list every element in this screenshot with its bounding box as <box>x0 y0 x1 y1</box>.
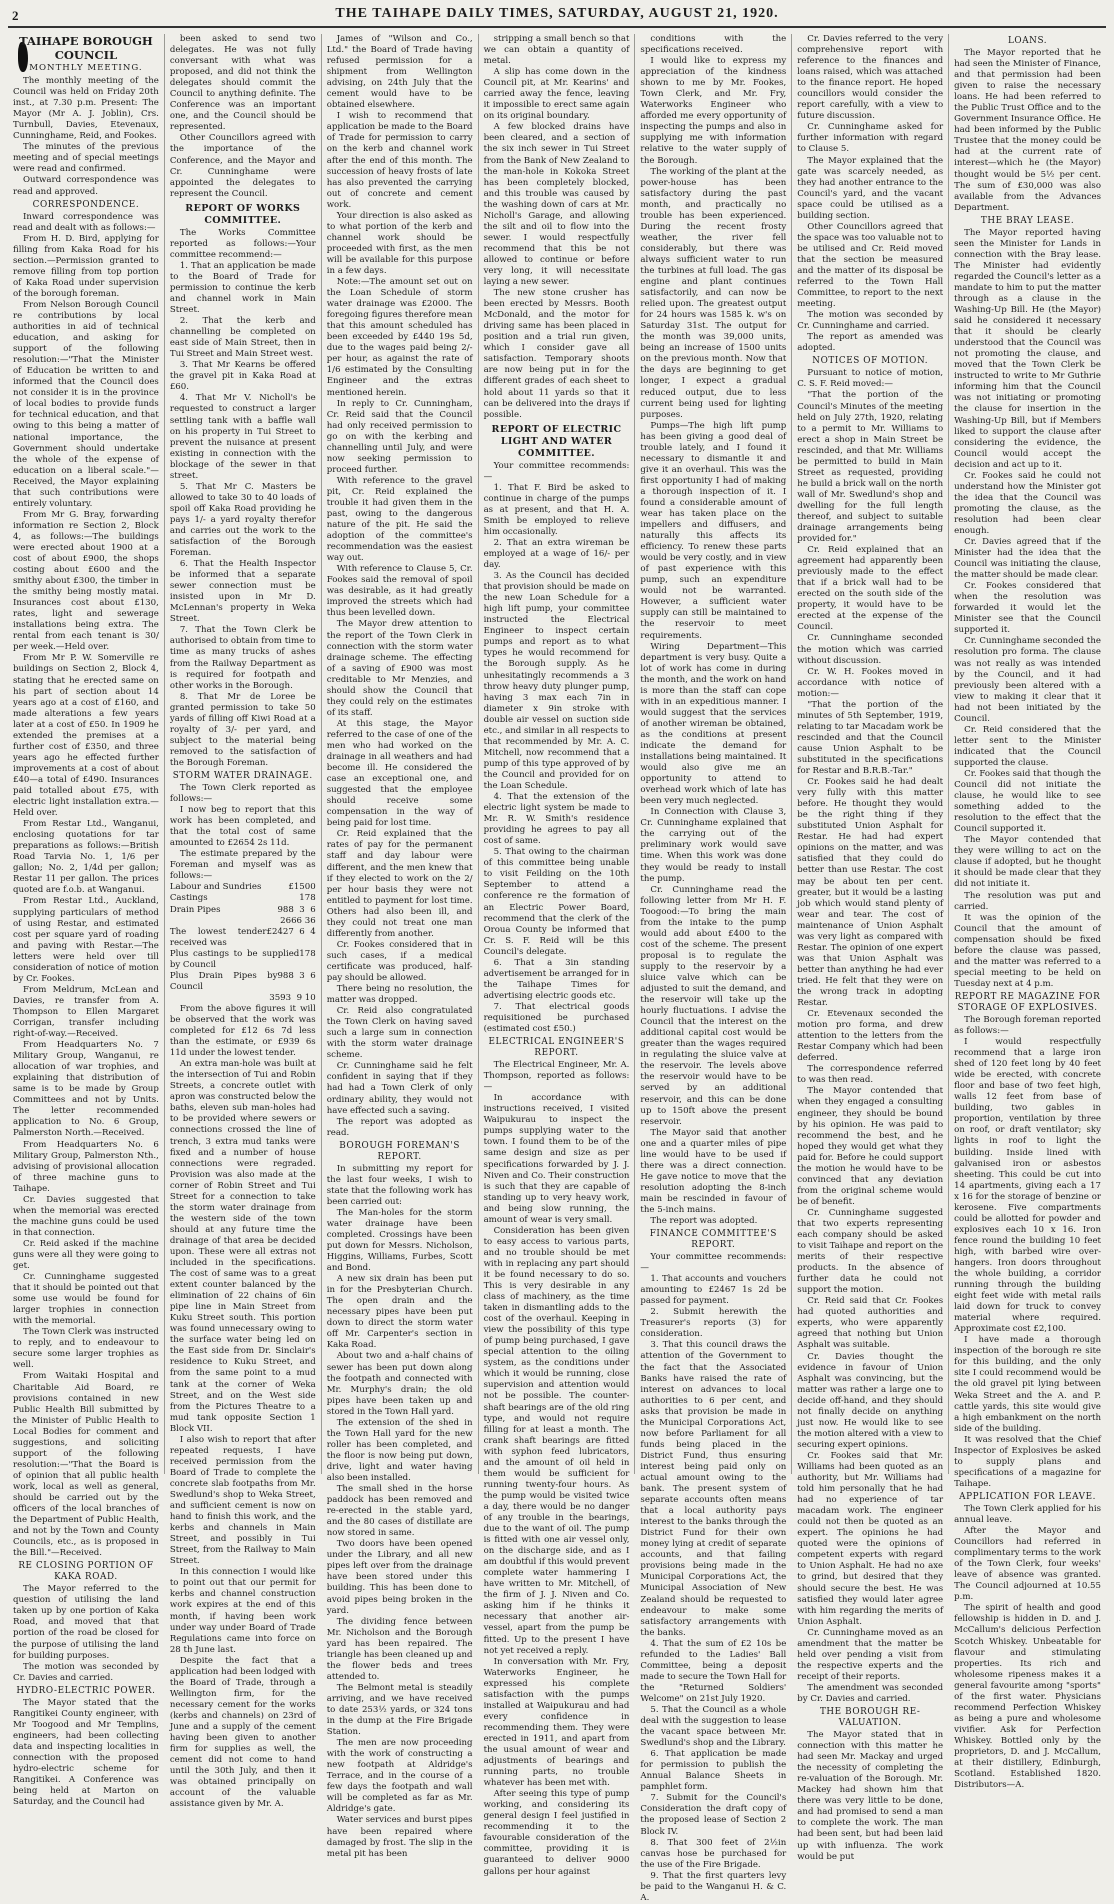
paragraph: 7. That electrical goods requisitioned be purchased (estimated cost £50.) <box>483 1001 630 1035</box>
paragraph: 2. That an extra wireman be employed at a wage of 16/- per day. <box>483 537 630 571</box>
paragraph: Cr. Cunninghame moved as an amendment that the matter be held over pending a visit from the respective experts and the receipt of their reports. <box>797 1627 944 1682</box>
paragraph: The Mayor stated that in connection with this matter he had seen Mr. Mackay and urged the necessity of completing the re-valuation of the Borough. Mr. Mackey had shown him that there was very little to be done, and had promised to send a man to complete the work. The man had been sent, but had been laid up with influenza. The work would be put <box>797 1730 944 1862</box>
table-row <box>170 971 316 993</box>
paragraph: With reference to the gravel pit, Cr. Reid explained the trouble it had given them in the past, owing to the dangerous nature of the pit. He said the adoption of the committee's recommendation was the easiest way out. <box>326 475 473 564</box>
table-row-label: Castings <box>169 893 208 904</box>
paragraph: Cr. Cunninghame suggested that two experts representing each company should be asked to visit Taihape and report on the merits of their respective products. In the absence of further data he could not support the motion. <box>797 1207 944 1296</box>
section-heading: REPORT OF WORKS COMMITTEE. <box>185 202 301 226</box>
section-heading: HYDRO-ELECTRIC POWER. <box>16 1685 156 1696</box>
paragraph: 6. That a 3in standing advertisement be arranged for in the Taihape Times for advertising electric goods etc. <box>483 957 630 1001</box>
paragraph: In conversation with Mr. Fry, Waterworks Engineer, he expressed his complete satisfaction with the pumps installed at Waipukurau and had every confidence in recommending them. They were erected in 1911, and apart from the usual amount of wear and adjustments of bearings and running parts, no trouble whatever has been met with. <box>483 1656 630 1789</box>
paragraph: The Mayor said that another one and a quarter miles of pipe line would have to be used if there was a direct connection. He gave notice to move that the resolution adopting the 8-inch main be rescinded in favour of the 5-inch mains. <box>640 1127 787 1215</box>
paragraph: The dividing fence between Mr. Nicholson and the Borough yard has been repaired. The triangle has been cleaned up and the flower beds and trees attended to. <box>326 1616 473 1682</box>
paragraph: I wish to recommend that application be made to the Board of Trade for permission to carry on the kerb and channel work after the end of this month. The succession of heavy frosts of late has also prevented the carrying out of concrete and cement work. <box>326 111 473 210</box>
paragraph: From Headquarters No. 7 Military Group, Wanganui, re allocation of war trophies, and explaining that distribution of same is to be made by Group Committees and not by Units. The letter recommended application to No. 6 Group, Palmerston North.—Received. <box>13 1040 159 1139</box>
section-heading: BOROUGH FOREMAN'S REPORT. <box>339 1140 460 1162</box>
table-row <box>170 882 316 893</box>
paragraph: It was resolved that the Chief Inspector of Explosives be asked to supply plans and specifications of a magazine for Taihape. <box>954 1434 1101 1489</box>
paragraph: I would like to express my appreciation of the kindness shown to me by Mr. Fookes, Town Clerk, and Mr. Fry, Waterworks Engineer who afforded me every opportunity of inspecting the pumps and also in supplying me with information relative to the water supply of the Borough. <box>640 56 787 166</box>
paragraph: 1. That F. Bird be asked to continue in charge of the pumps as at present, and that H. A. Smith be employed to relieve him occasionally. <box>483 482 630 537</box>
paragraph: Cr. Reid also congratulated the Town Clerk on having saved such a large sum in connection with the storm water drainage scheme. <box>326 1006 473 1061</box>
table-row <box>170 893 316 904</box>
table-row <box>170 916 316 927</box>
paragraph: In accordance with instructions received, I visited Waipukurau to inspect the pumps supplying water to the town. I found them to be of the same design and size as per specifications forwarded by J. J. Niven and Co. Their construction is such that they are capable of standing up to very heavy work, and being slow running, the amount of wear is very small. <box>483 1093 630 1225</box>
column-4 <box>479 34 636 1877</box>
paragraph: The new stone crusher has been erected by Messrs. Booth McDonald, and the motor for driving same has been placed in position and a trial run given, which I consider gave all satisfaction. Temporary shoots are now being put in for the different grades of each sheet to hold about 11 yards so that it can be delivered into the drays if possible. <box>483 288 630 420</box>
paragraph: Wiring Department—This department is very busy. Quite a lot of work has come in during the month, and the work on hand is more than the staff can cope with in an expeditious manner. I would suggest that the services of another wireman be obtained, as the conditions at present indicate the demand for installations being maintained. It would also give me an opportunity to attend to overhead work which of late has been very much neglected. <box>640 641 787 807</box>
paragraph: The Mayor stated that the Rangitikei County engineer, with Mr Toogood and Mr Templins, engineers, had been collecting data and inspecting localities in connection with the proposed hydro-electric scheme for Rangitikei. A Conference was being held at Marton on Saturday, and the Council had <box>13 1697 159 1808</box>
paragraph: From Nelson Borough Council re contributions by local authorities in aid of technical education, and asking for support of the following resolution:—"That the Minister of Education be written to and informed that the Council does not consider it is in the province of local bodies to provide funds for technical education, and that owing to this being a matter of national importance, the Government should undertake the whole of the expense of education on a liberal scale."—Received, the Mayor explaining that such contributions were entirely voluntary. <box>13 299 159 509</box>
paragraph: 2. Submit herewith the Treasurer's reports (3) for consideration. <box>640 1307 787 1340</box>
paragraph: Other Councillors agreed with the importance of the Conference, and the Mayor and Cr. Cunninghame were appointed the delegates to represent the Council. <box>169 133 316 199</box>
section-heading: RE CLOSING PORTION OF KAKA ROAD. <box>18 1561 154 1583</box>
paragraph: From H. D. Bird, applying for filling from Kaka Road for his section.—Permission granted to remove filling from top portion of Kaka Road under supervision of the borough foreman. <box>13 233 159 299</box>
paragraph: The report was adopted. <box>650 1216 758 1227</box>
paragraph: The Town Clerk reported as follows:— <box>169 783 316 805</box>
page-number: 2 <box>12 8 19 23</box>
paragraph: The small shed in the horse paddock has been removed and re-erected in the stable yard, and the 80 cases of distillate are now stored in same. <box>326 1484 473 1539</box>
column-7 <box>949 34 1106 1791</box>
paragraph: With reference to Clause 5, Cr. Fookes said the removal of spoil was desirable, as it had greatly improved the streets which had thus been levelled down. <box>326 564 473 619</box>
paragraph: The motion was seconded by Cr. Cunninghame and carried. <box>797 310 944 332</box>
section-heading: THE BOROUGH RE-VALUATION. <box>819 1707 921 1729</box>
paragraph: 8. That 300 feet of 2½in canvas hose be purchased for the use of the Fire Brigade. <box>640 1837 787 1870</box>
subheading: MONTHLY MEETING. <box>29 63 143 73</box>
table-row <box>170 927 316 949</box>
paragraph: I now beg to report that this work has been completed, and that the total cost of same amounted to £2654 2s 11d. <box>169 805 316 849</box>
section-heading: STORM WATER DRAINAGE. <box>172 771 313 781</box>
table-row-label: Plus Drain Pipes by Council <box>169 970 278 992</box>
paragraph: The Borough foreman reported as follows:— <box>954 1014 1101 1036</box>
paragraph: 6. That the Health Inspector be informed that a separate sewer connection must be insisted upon in Mr D. McLennan's property in Weka Street. <box>169 559 316 625</box>
paragraph: I also wish to report that after repeated requests, I have received permission from the Board of Trade to complete the concrete slab footpaths from Mr. Swedlund's shop to Weka Street, and sufficient cement is now on hand to finish this work, and the kerbs and channels in Main Street, and possibly in Tui Street, from the Railway to Main Street. <box>169 1434 316 1567</box>
table-row-amount: 988 3 6 <box>277 970 316 981</box>
paragraph: 7. Submit for the Council's Consideration the draft copy of the proposed lease of Section 2 Block IV. <box>640 1793 787 1837</box>
paragraph: Cr. Reid explained that the rates of pay for the permanent staff and day labour were different, and the men knew that if they elected to work on the 2/ per hour basis they were not entitled to payment for lost time. Others had also been ill, and they could not treat one man differently from another. <box>326 829 473 939</box>
paragraph: Cr. Reid asked if the machine guns were all they were going to get. <box>13 1238 159 1272</box>
paragraph: From Mr G. Bray, forwarding information re Section 2, Block 4, as follows:—The buildings were erected about 1900 at a cost of about £900, the shops costing about £600 and the smithy about £300, the timber in the smithy being mostly matai. Insurances cost about £130, rates, light and sewerage installations being extra. The rental from each tenant is 30/ per week.—Held over. <box>13 509 159 653</box>
paragraph: The amendment was seconded by Cr. Davies and carried. <box>797 1682 944 1704</box>
paragraph: In this connection I would like to point out that our permit for kerbs and channel construction work expires at the end of this month, if having been work under way under Board of Trade Regulations came into force on 28 th June last. <box>169 1567 316 1655</box>
paragraph: Consideration has been given to easy access to various parts, and no trouble should be met with in replacing any part should it be found necessary to do so. This is very desirable in any class of machinery, as the time taken in dismantling adds to the cost of the overhaul. Keeping in view the possibility of this type of pump being purchased, I gave special attention to the oiling system, as the conditions under which it would be running, close supervision and attention would not be possible. The counter-shaft bearings are of the old ring type, and would not require filling for at least a month. The crank shaft bearings are fitted with syphon feed lubricators, and the amount of oil held in them would be sufficient for running twenty-four hours. As the pump would be visited twice a day, there would be no danger of any trouble in the bearings, due to the want of oil. The pump is fitted with one air vessel only, on the discharge side, and as I am doubtful if this would prevent complete water hammering I have written to Mr. Mitchell, of the firm of J. J. Niven and Co. asking him if he thinks it necessary that another air-vessel, apart from the pump be fitted. Up to the present I have not yet received a reply. <box>483 1225 630 1656</box>
paragraph: Cr. Fookes said that Mr. Williams had been quoted as an authority, but Mr. Williams had told him personally that he had had no experience of tar macadam work. The engineer could not then be quoted as an expert. The opinions he had quoted were the opinions of competent experts with regard to Union Asphalt. He had no axe to grind, but desired that they should secure the best. He was satisfied they would later agree with him regarding the merits of Union Asphalt. <box>797 1450 944 1627</box>
paragraph: Cr. Reid considered that the letter sent to the Minister indicated that the Council supported the clause. <box>954 724 1101 768</box>
article-columns <box>8 34 1106 1903</box>
paragraph: "That the portion of the Council's Minutes of the meeting held on July 27th, 1920, relating to a permit to Mr. Williams to erect a shop in Main Street be rescinded, and that Mr. Williams be permitted to build in Main Street as requested, providing he build a brick wall on the north wall of Mr. Swedlund's shop and dwelling for the full length thereof, and subject to suitable drainage arrangements being provided for." <box>797 390 944 545</box>
paragraph: The motion was seconded by Cr. Davies and carried. <box>13 1661 159 1683</box>
column-5 <box>635 34 792 1903</box>
section-heading: THE BRAY LEASE. <box>980 215 1075 226</box>
paragraph: A slip has come down in the Council pit, at Mr. Kearins' and carried away the fence, leaving it impossible to erect same again on its original boundary. <box>483 67 630 122</box>
paragraph: The men are now proceeding with the work of constructing a new footpath at Aldridge's Terrace, and in the course of a few days the footpath and wall will be completed as far as Mr. Aldridge's gate. <box>326 1738 473 1815</box>
paragraph: Cr. Cunninghame asked for further information with regard to Clause 5. <box>797 122 944 155</box>
newspaper-title: THE TAIHAPE DAILY TIMES, SATURDAY, AUGUST 21, 1920. <box>335 6 779 21</box>
paragraph: Cr. Fookes said he had dealt very fully with this matter before. He thought they would be the right thing if they substituted Union Asphalt for Restar. He had had expert opinions on the matter, and was satisfied that they could do better than use Restar. The cost may be about ten per cent. greater, but it would be a lasting job which would stand plenty of wear and tear. The cost of maintenance of Union Asphalt was very light as compared with Restar. The opinion of one expert was that Union Asphalt was better than anything he had ever tried. He felt that they were on the wrong track in adopting Restar. <box>797 777 944 1009</box>
paragraph: Cr. Fookes said he could not understand how the Minister got the idea that the Council was promoting the clause, as the resolution had been clear enough. <box>954 470 1101 536</box>
table-row <box>170 949 316 971</box>
table-row <box>170 993 316 1004</box>
paragraph: The Mayor explained that the gate was scarcely needed, as they had another entrance to the Council's yard, and the vacant space could be utilised as a building section. <box>797 155 944 221</box>
table-row-amount: 988 3 6 <box>277 904 316 915</box>
table-row-amount: 2666 36 <box>280 915 316 926</box>
table-row <box>170 905 316 916</box>
section-heading: ELECTRICAL ENGINEER'S REPORT. <box>488 1037 625 1059</box>
paragraph: 6. That application be made for permission to publish the Annual Balance Sheets in pamphlet form. <box>640 1749 787 1793</box>
column-1 <box>8 34 165 1808</box>
section-heading: REPORT OF ELECTRIC LIGHT AND WATER COMMITTEE. <box>491 423 622 459</box>
paragraph: The working of the plant at the power-house has been satisfactory during the past month, and practically no trouble has been experienced. During the recent frosty weather, the river fell considerably, but there was always sufficient water to run the turbines at full load. The gas engine and plant continues satisfactorily, and can now be relied upon. The greatest output for 24 hours was 1585 k. w's on Saturday 31st. The output for the month was 39,000 units, being an increase of 1500 units on the previous month. Now that the days are beginning to get longer, I expect a gradual reduced output, due to less current being used for lighting purposes. <box>640 166 787 420</box>
paragraph: 4. That Mr V. Nicholl's be requested to construct a larger settling tank with a baffle wall on his property in Tui Street to prevent the nuisance at present existing in connection with the blockage of the sewer in that street. <box>169 393 316 481</box>
paragraph: The Mayor reported that he had seen the Minister of Finance, and that permission had been given to raise the necessary loans. He had been referred to the Public Trust Office and to the Government Insurance Office. He had been informed by the Public Trustee that the money could be had at the current rate of interest—which he (the Mayor) thought would be 5½ per cent. The sum of £30,000 was also available from the Advances Department. <box>954 48 1101 213</box>
paragraph: From Mr P. W. Somerville re buildings on Section 2, Block 4, stating that he erected same on his part of section about 14 years ago at a cost of £160, and made alterations a few years later at a cost of £50. In 1909 he extended the premises at a further cost of £350, and three years ago he effected further improvements at a cost of about £40—a total of £490. Insurances paid totalled about £75, with electric light installation extra.—Held over. <box>13 653 159 819</box>
section-heading: LOANS. <box>1007 36 1048 46</box>
paragraph: The Man-holes for the storm water drainage have been completed. Crossings have been put down for Messrs. Nicholson, Higgins, Williams, Furbes, Scott and Bond. <box>326 1207 473 1274</box>
paragraph: The Town Clerk was instructed to reply, and to endeavour to secure some larger trophies as well. <box>13 1327 159 1371</box>
section-heading: FINANCE COMMITTEE'S REPORT. <box>649 1229 777 1251</box>
paragraph: The report as amended was adopted. <box>797 332 944 354</box>
paragraph: Outward correspondence was read and approved. <box>13 175 159 197</box>
article-title: TAIHAPE BOROUGH COUNCIL <box>19 34 153 62</box>
paragraph: 4. That the sum of £2 10s be refunded to the Ladies' Ball Committee, being a deposit made to secure the Town Hall for the "Returned Soldiers' Welcome" on 21st July 1920. <box>640 1638 787 1704</box>
paragraph: The spirit of health and good fellowship is hidden in D. and J. McCallum's delicious Perfection Scotch Whiskey. Unbeatable for flavour and stimulating properties. Its rich and wholesome ripeness makes it a general favourite among "sports" of the first water. Physicians recommend Perfection Whiskey as being a pure and wholesome vivifier. Ask for Perfection Whiskey. Bottled only by the proprietors, D. and J. McCallum, at their distillery, Edinburgh, Scotland. Established 1820. Distributors—A. <box>954 1603 1101 1791</box>
table-row-label: The lowest tender received was <box>169 926 267 948</box>
paragraph: At this stage, the Mayor referred to the case of one of the men who had worked on the drainage in all weathers and had become ill. He considered the case an exceptional one, and suggested that the employee should receive some compensation in the way of being paid for lost time. <box>326 718 473 829</box>
paragraph: I have made a thorough inspection of the borough re site for this building, and the only site I could recommend would be the old gravel pit lying between Weka Street and the A. and P. cattle yards, this site would give a high embankment on the north side of the building. <box>954 1335 1101 1434</box>
paragraph: 5. That Mr C. Masters be allowed to take 30 to 40 loads of spoil off Kaka Road providing he pays 1/- a yard royalty therefor and carries out the work to the satisfaction of the Borough Foreman. <box>169 481 316 559</box>
paragraph: The estimate prepared by the Foreman and myself was as follows:— <box>169 849 316 882</box>
paragraph: Your direction is also asked as to what portion of the kerb and channel work should be proceeded with first, as the men will be available for this purpose in a few days. <box>326 210 473 276</box>
paragraph: Cr. Fookes said that though the Council did not initiate the clause, he would like to see something added to the resolution to the effect that the Council supported it. <box>954 769 1101 835</box>
paragraph: Cr. Davies thought the evidence in favour of Union Asphalt was convincing, but the matter was rather a large one to decide off-hand, and they should not finally decide on anything just now. He would like to see the motion altered with a view to securing expert opinions. <box>797 1351 944 1450</box>
paragraph: In Connection with Clause 3, Cr. Cunninghame explained that the carrying out of the preliminary work would save time. When this work was done they would be ready to install the pump. <box>640 807 787 884</box>
paragraph: About two and a-half chains of sewer has been put down along the footpath and connected with Mr. Murphy's drain; the old pipes have been taken up and stored in the Town Hall yard. <box>326 1351 473 1417</box>
paragraph: Your committee recommends:— <box>483 460 630 482</box>
table-row-amount: £2427 6 4 <box>266 926 316 937</box>
paragraph: The Mayor contended that they were willing to act on the clause if adopted, but he thought it should be made clear that they did not initiate it. <box>954 835 1101 890</box>
paragraph: Despite the fact that a application had been lodged with the Board of Trade, through a Wellington firm, for the necessary cement for the works (kerbs and channels) on 23rd of June and a supply of the cement having been given to another firm for supplies as well, the cement did not come to hand until the 30th July, and then it was obtained principally on account of the valuable assistance given by Mr. A. <box>169 1655 316 1810</box>
paragraph: Cr. Cunninghame seconded the motion which was carried without discussion. <box>797 633 944 666</box>
column-6 <box>792 34 949 1862</box>
paragraph: Cr. Davies referred to the very comprehensive report with reference to the finances and loans raised, which was attached to the finance report. He hoped councillors would consider the report carefully, with a view to future discussion. <box>797 34 944 122</box>
paragraph: The report was adopted as read. <box>326 1116 473 1138</box>
paragraph: In submitting my report for the last four weeks, I wish to state that the following work has been carried out: <box>326 1163 473 1207</box>
paragraph: Cr. Fookes considered that in such cases, if a medical certificate was produced, half-pay should be allowed. <box>326 939 473 983</box>
column-3 <box>322 34 479 1859</box>
paragraph: 3. That Mr Kearns be offered the gravel pit in Kaka Road at £60. <box>169 360 316 393</box>
paragraph: The Mayor contended that when they engaged a consulting engineer, they should be bound by his opinion. He was paid to recommend the best, and he hoped they would get what they paid for. Before he could support the motion he would have to be convinced that any deviation from the original scheme would be of benefit. <box>797 1086 944 1207</box>
paragraph: James of "Wilson and Co., Ltd." the Board of Trade having refused permission for a shipment from Wellington advising, on 24th July that the cement would have to be obtained elsewhere. <box>326 34 473 111</box>
section-heading: APPLICATION FOR LEAVE. <box>959 1491 1096 1502</box>
paragraph: 1. That accounts and vouchers amounting to £2467 1s 2d be passed for payment. <box>640 1274 787 1307</box>
paragraph: In reply to Cr. Cunningham, Cr. Reid said that the Council had only received permission to go on with the kerbing and channelling until July, and were now seeking permission to proceed further. <box>326 398 473 475</box>
paragraph: From Restar Ltd., Wanganui, enclosing quotations for tar preparations as follows:—British Road Tarvia No. 1, 1/6 per gallon; No. 2, 1/4d per gallon; Restar 11 per gallon. The prices quoted are f.o.b. at Wanganui. <box>13 819 159 896</box>
paragraph: 3. That this council draws the attention of the Government to the fact that the Associated Banks have raised the rate of interest on advances to local authorities to 6 per cent, and asks that provision be made in the Municipal Corporations Act, now before Parliament for all funds being placed in the District Fund, thus ensuring interest being paid only on actual amount owing to the bank. The present system of separate accounts often means that a local authority pays interest to the banks through the District Fund for their own money lying at credit of separate accounts, and that failing provisions being made in the Municipal Corporations Act, the Municipal Association of New Zealand should be requested to endeavour to make some satisfactory arrangements with the banks. <box>640 1340 787 1638</box>
paragraph: From Meldrum, McLean and Davies, re transfer from A. Thompson to Ellen Margaret Corrigan, transfer including right-of-way.—Received. <box>13 984 159 1040</box>
table-row-amount: 178 <box>299 948 316 959</box>
paragraph: 5. That owing to the chairman of this committee being unable to visit Feilding on the 10th September to attend a conference re the formation of an Electric Power Board, recommend that the clerk of the Oroua County be informed that Cr. S. F. Reid will be this Council's delegate. <box>483 847 630 957</box>
section-heading: CORRESPONDENCE. <box>32 199 140 210</box>
paragraph: The extension of the shed in the Town Hall yard for the new roller has been completed, and the floor is now being put down, drive, light and water having also been installed. <box>326 1417 473 1483</box>
paragraph: Inward correspondence was read and dealt with as follows:— <box>13 211 159 233</box>
table-row-label: Plus castings to be supplied by Council <box>169 948 300 970</box>
paragraph: conditions with the specifications received. <box>640 34 787 56</box>
paragraph: A few blocked drains have been cleared, and a section of the six inch sewer in Tui Street from the Bank of New Zealand to the man-hole in Kokoka Street has been completely blocked, and this trouble was caused by the washing down of cars at Mr. Nicholl's Garage, and allowing the silt and oil to flow into the sewer. I would respectfully recommend that this be not allowed to continue or before very long, it will necessitate laying a new sewer. <box>483 122 630 288</box>
paragraph: From Headquarters No. 6 Military Group, Palmerston Nth., advising of provisional allocation of three machine guns to Taihape. <box>13 1139 159 1194</box>
paragraph: Cr. Reid explained that an agreement had apparently been previously made to the effect that if a brick wall had to be erected on the south side of the property, it would have to be erected at the expense of the Council. <box>797 545 944 633</box>
paragraph: 2. That the kerb and channelling be completed on east side of Main Street, then in Tui Street and Main Street west. <box>169 316 316 360</box>
paragraph: stripping a small bench so that we can obtain a quantity of metal. <box>483 34 630 67</box>
table-row-amount: 178 <box>299 893 316 904</box>
table-row-label: Drain Pipes <box>169 904 221 915</box>
paragraph: been asked to send two delegates. He was not fully conversant with what was proposed, and did not think the delegates should commit the Council to anything definite. The Conference was an important one, and the Council should be represented. <box>169 34 316 133</box>
paragraph: Cr. Etevenaux seconded the motion pro forma, and drew attention to the letters from the Restar Company which had been deferred. <box>797 1009 944 1064</box>
paragraph: From the above figures it will be observed that the work was completed for £12 6s 7d less than the estimate, or £939 6s 11d under the lowest tender. <box>169 1003 316 1059</box>
paragraph: The Works Committee reported as follows:—Your committee recommend:— <box>169 227 316 260</box>
paragraph: Cr. Cunninghame suggested that it should be pointed out that some use would be found for larger trophies in connection with the memorial. <box>13 1272 159 1327</box>
paragraph: The resolution was put and carried. <box>954 890 1101 912</box>
paragraph: Two doors have been opened under the Library, and all new pipes left over from the drainage have been stored under this building. This has been done to avoid pipes being broken in the yard. <box>326 1539 473 1616</box>
paragraph: 3. As the Council has decided that provision should be made on the new Loan Schedule for a high lift pump, your committee instructed the Electrical Engineer to inspect certain pumps and report as to what types he would recommend for the Borough supply. As he unhesitatingly recommends a 3 throw heavy duty plunger pump, having 3 max each 7in in diameter x 9in stroke with double air vessel on suction side etc., and similar in all respects to that recommended by Mr. A. C. Mitchell, now recommend that a pump of this type approved of by the Council and provided for on the Loan Schedule. <box>483 571 630 791</box>
paragraph: After seeing this type of pump working, and considering its general design I feel justified in recommending it to the favourable consideration of the committee, providing it is guaranteed to deliver 9000 gallons per hour against <box>483 1789 630 1877</box>
paragraph: It was the opinion of the Council that the amount of compensation should be fixed before the clause was passed, and the matter was referred to a special meeting to be held on Tuesday next at 4 p.m. <box>954 912 1101 989</box>
paragraph: 9. That the first quarters levy be paid to the Wanganui H. & C. A. <box>640 1870 787 1903</box>
paragraph: Cr. Cunninghame seconded the resolution pro forma. The clause was not really as was intended by the Council, and it had previously been altered with a view to making it clear that it had not been initiated by the Council. <box>954 636 1101 724</box>
paragraph: Cr. Cunninghame said he felt confident in saying that if they had had a Town Clerk of only ordinary ability, they would not have effected such a saving. <box>326 1061 473 1116</box>
paragraph: The minutes of the previous meeting and of special meetings were read and confirmed. <box>13 142 159 175</box>
paragraph: The correspondence referred to was then read. <box>797 1064 944 1086</box>
paragraph: Cr. Cunninghame read the following letter from Mr H. F. Toogood:—To bring the main from the intake to the pump would add about £400 to the cost of the scheme. The present proposal is to regulate the supply to the reservoir by a sluice valve which can be adjusted to suit the demand, and the reservoir will take up the hourly fluctuations. I advise the Council that the interest on the additional capital cost would be greater than the wages required in regulating the sluice valve at the reservoir. The levels above the reservoir would have to be served by an additional reservoir, and this can be done up to 150ft above the present reservoir. <box>640 884 787 1127</box>
paragraph: A new six drain has been put in for the Presbyterian Church. The open drain and the necessary pipes have been put down to direct the storm water off Mr. Carpenter's section in Kaka Road. <box>326 1274 473 1351</box>
paragraph: 8. That Mr de Loree be granted permission to take 50 yards of filling off Kiwi Road at a royalty of 3/- per yard, and subject to the material being removed to the satisfaction of the Borough Foreman. <box>169 691 316 768</box>
paragraph: The Belmont metal is steadily arriving, and we have received to date 253½ yards, or 324 tons in the dump at the Fire Brigade Station. <box>326 1682 473 1738</box>
paragraph: Pumps—The high lift pump has been giving a good deal of trouble lately, and I found it necessary to dismantle it and give it an overhaul. This was the first opportunity I had of making a thorough inspection of it. I found a considerable amount of wear has taken place on the impellers and diffusers, and naturally this affects its efficiency. To renew these parts would be very costly, and in view of past experience with this pump, such an expenditure would not be warranted. However, a sufficient water supply can still be maintained to the reservoir to meet requirements. <box>640 420 787 641</box>
paragraph: Cr. W. H. Fookes moved in accordance with notice of motion:— <box>797 666 944 699</box>
section-heading: REPORT RE MAGAZINE FOR STORAGE OF EXPLOSIVES. <box>954 991 1101 1013</box>
paragraph: The Mayor reported having seen the Minister for Lands in connection with the Bray lease. The Minister had evidently regarded the Council's letter as a mandate to him to put the matter through as a clause in the Washing-Up Bill. He (the Mayor) said he considered it necessary that it should be clearly understood that the Council was not promoting the clause, and moved that the Town Clerk be instructed to write to Mr Guthrie informing him that the Council was not initiating or promoting the clause for insertion in the Washing-Up Bill, but if Members liked to support the clause after considering the evidence, the Council would accept the decision and act up to it. <box>954 227 1101 470</box>
section-heading: NOTICES OF MOTION. <box>812 356 929 367</box>
paragraph: 4. That the extension of the electric light system be made to Mr. R. W. Smith's residence providing he agrees to pay all cost of same. <box>483 792 630 847</box>
table-row-amount: 3593 9 10 <box>269 992 316 1003</box>
paragraph: From Waitaki Hospital and Charitable Aid Board, re provisions contained in new Public Health Bill submitted by the Minister of Public Health to Local Bodies for comment and suggestions, and soliciting support of the following resolution:—"That the Board is of opinion that all public health work, local as well as general, should be carried out by the officers of the local branches of the Department of Public Health, and not by the Town and County Councils, etc., as is proposed in the Bill."—Received. <box>13 1371 159 1559</box>
masthead <box>8 0 1106 28</box>
paragraph: Your committee recommends:— <box>640 1252 787 1274</box>
paragraph: 1. That an application be made to the Board of Trade for permission to continue the kerb and channel work in Main Street. <box>169 260 316 316</box>
paragraph: I would respectfully recommend that a large iron shed of 120 feet long by 40 feet wide be erected, with concrete floor and base of two feet high, walls 12 feet from base of building, two gables in proportion, ventilation by three on roof, or draft ventilator; sky lights in roof to light the building. Inside lined with galvanised iron or asbestos sheeting. This could be cut into 14 apartments, giving each a 17 x 16 for the storage of benzine or kerosene. Five compartments could be allotted for powder and explosives each 10 x 16. Iron fence round the building 10 feet high, with barbed wire over-hangers. Iron doors throughout the whole building, a corridor running through the building eight feet wide with metal rails laid down for truck to convey material where required. Approximate cost £2,100. <box>954 1037 1101 1335</box>
paragraph: Cr. Reid said that Cr. Fookes had quoted authorities and experts, who were apparently agreed that nothing but Union Asphalt was suitable. <box>797 1296 944 1351</box>
column-2 <box>165 34 322 1810</box>
paragraph: Water services and burst pipes have been repaired where damaged by frost. The slip in the metal pit has been <box>326 1815 473 1859</box>
paragraph: 7. That the Town Clerk be authorised to obtain from time to time as many trucks of ashes from the Railway Department as is required for footpath and other works in the Borough. <box>169 625 316 691</box>
paragraph: Cr. Davies suggested that when the memorial was erected the machine guns could be used in that connection. <box>13 1194 159 1238</box>
paragraph: 5. That the Council as a whole deal with the suggestion to lease the vacant space between Mr. Swedlund's shop and the Library. <box>640 1704 787 1749</box>
paragraph: The Mayor referred to the question of utilising the land taken up by one portion of Kaka Road, and moved that that portion of the road be closed for the purpose of utilising the land for building purposes. <box>13 1584 159 1661</box>
paragraph: Cr. Davies agreed that if the Minister had the idea that the Council was initiating the clause, the matter should be made clear. <box>954 537 1101 581</box>
paragraph: There being no resolution, the matter was dropped. <box>326 984 473 1006</box>
table-row-label: Labour and Sundries <box>169 882 262 893</box>
paragraph: Note:—The amount set out on the Loan Schedule of storm water drainage was £2000. The foregoing figures therefore mean that this amount scheduled has been exceeded by £440 19s 5d, due to the wages paid being 2/- per hour, as against the rate of 1/6 estimated by the Consulting Engineer and the extras mentioned herein. <box>326 277 473 398</box>
paragraph: The Electrical Engineer, Mr. A. Thompson, reported as follows:— <box>483 1060 630 1093</box>
paragraph: The Mayor drew attention to the report of the Town Clerk in connection with the storm water drainage scheme. The effecting of a saving of £900 was most creditable to Mr Menzies, and should show the Council that they could rely on the estimates of its staff. <box>326 619 473 718</box>
paragraph: Other Councillors agreed that the space was too valuable not to be utilised and Cr. Reid moved that the section be measured and the matter of its disposal be referred to the Town Hall Committee, to report to the next meeting. <box>797 221 944 310</box>
table-row-amount: £1500 <box>288 882 316 893</box>
paragraph: The Town Clerk applied for his annual leave. <box>954 1503 1101 1525</box>
paragraph: After the Mayor and Councillors had referred in complimentary terms to the work of the Town Clerk, four weeks' leave of absence was granted. The Council adjourned at 10.55 p.m. <box>954 1526 1101 1603</box>
paragraph: From Restar Ltd., Auckland, supplying particulars of method of using Restar, and estimated cost per square yard of roading and paving with Restar.—The letters were held over till consideration of notice of motion by Cr. Fookes. <box>13 896 159 984</box>
paragraph: "That the portion of the minutes of 5th September, 1919, relating to tar Macadam work be rescinded and that the Council cause Union Asphalt to be substituted in the specifications for Restar and B.R.B.-Tar." <box>797 699 944 777</box>
paragraph: The monthly meeting of the Council was held on Friday 20th inst., at 7.30 p.m. Present: The Mayor (Mr A. J. Joblin), Crs. Turnbull, Davies, Etevenaux, Cunninghame, Reid, and Fookes. <box>13 76 159 142</box>
paragraph: An extra man-hole was built at the intersection of Tui and Robin Streets, a concrete outlet with apron was constructed below the baths, eleven sub man-holes had to be provided where sewers or connections crossed the line of trench, 3 extra mud tanks were fixed and a number of house connections were regraded. Provision was also made at the corner of Robin Street and Tui Street for a connection to take the storm water drainage from the western side of the town should at any future time the drainage of that area be decided upon. These were all extras not included in the specifications. The cost of same was to a great extent counter balanced by the elimination of 22 chains of 6in pipe line in Main Street from Kuku Street south. This portion was found unnecessary owing to the surface water being led on the East side from Dr. Sinclair's residence to Kuku Street, and from the same point to a mud tank at the corner of Weka Street, and on the West side from the Pictures Theatre to a mud tank opposite Section 1 Block VII. <box>169 1059 316 1434</box>
paragraph: Cr. Fookes considered that when the resolution was forwarded it would let the Minister see that the Council supported it. <box>954 581 1101 636</box>
paragraph: Pursuant to notice of motion, C. S. F. Reid moved:— <box>797 368 944 390</box>
